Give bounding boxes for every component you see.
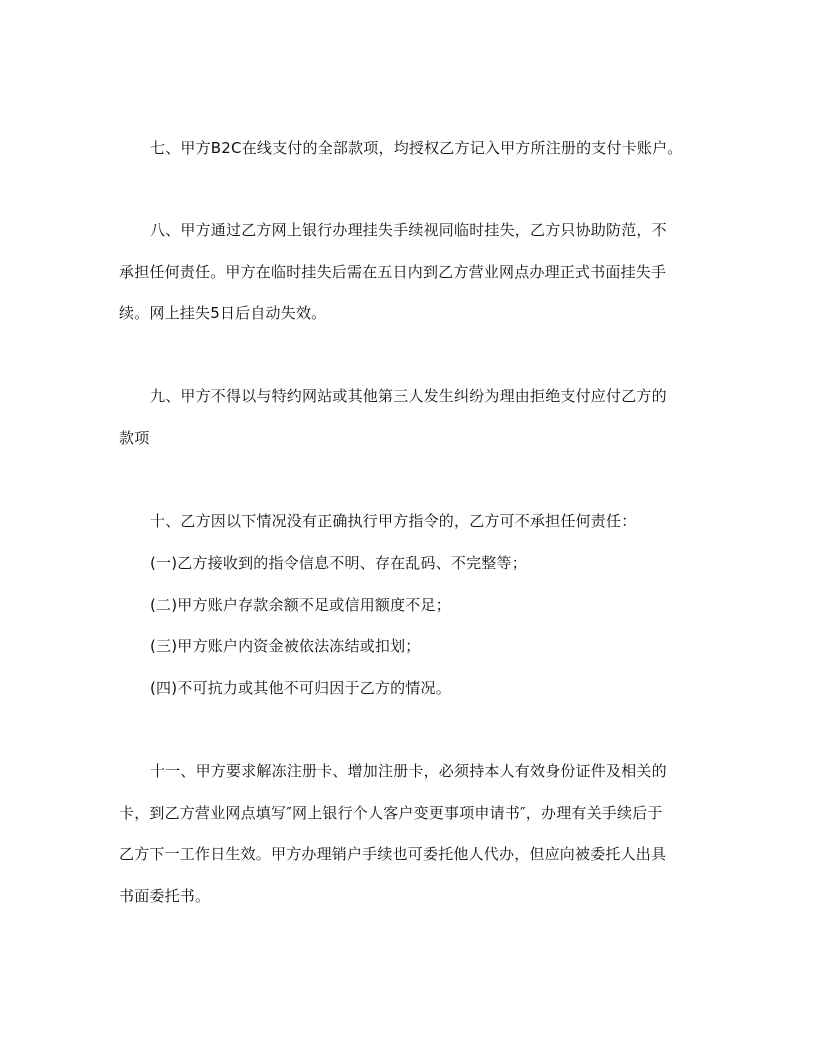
section-10-item-4: (四)不可抗力或其他不可归因于乙方的情况。 (150, 679, 451, 697)
section-10-item-3: (三)甲方账户内资金被依法冻结或扣划； (150, 637, 421, 655)
section-10-item-1: (一)乙方接收到的指令信息不明、存在乱码、不完整等； (150, 554, 527, 572)
section-11-line-4: 书面委托书。 (119, 887, 211, 905)
section-7-line-1: 七、甲方B2C在线支付的全部款项，均授权乙方记入甲方所注册的支付卡账户。 (150, 139, 683, 157)
section-8-line-2: 承担任何责任。甲方在临时挂失后需在五日内到乙方营业网点办理正式书面挂失手 (119, 263, 667, 281)
section-11-line-2: 卡，到乙方营业网点填写″网上银行个人客户变更事项申请书″，办理有关手续后于 (119, 804, 663, 822)
section-11-line-1: 十一、甲方要求解冻注册卡、增加注册卡，必须持本人有效身份证件及相关的 (150, 762, 667, 780)
section-11-line-3: 乙方下一工作日生效。甲方办理销户手续也可委托他人代办，但应向被委托人出具 (119, 845, 667, 863)
section-8-line-1: 八、甲方通过乙方网上银行办理挂失手续视同临时挂失，乙方只协助防范，不 (150, 221, 667, 239)
section-9-line-1: 九、甲方不得以与特约网站或其他第三人发生纠纷为理由拒绝支付应付乙方的 (150, 387, 667, 405)
section-9-line-2: 款项 (119, 429, 150, 447)
section-10-item-2: (二)甲方账户存款余额不足或信用额度不足； (150, 596, 451, 614)
section-10-line-1: 十、乙方因以下情况没有正确执行甲方指令的，乙方可不承担任何责任： (150, 512, 637, 530)
section-8-line-3: 续。网上挂失5日后自动失效。 (119, 304, 327, 322)
